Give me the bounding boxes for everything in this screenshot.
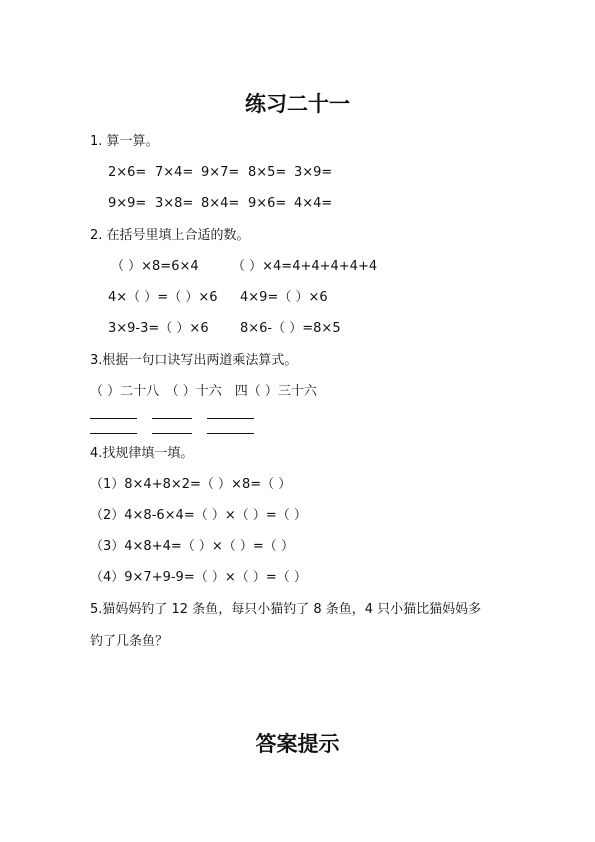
q2-item: （ ）×4=4+4+4+4+4 [232, 259, 378, 274]
q1-item: 4×4= [294, 196, 333, 211]
q2-item: 4×（ ）=（ ）×6 [108, 290, 218, 305]
q1-item: 3×9= [294, 165, 333, 180]
q1-item: 2×6= [108, 165, 147, 180]
q2-heading: 2. 在括号里填上合适的数。 [90, 228, 250, 243]
q1-item: 8×4= [201, 196, 240, 211]
q2-item: 8×6-（ ）=8×5 [240, 321, 341, 336]
q1-item: 8×5= [248, 165, 287, 180]
q5-line: 钓了几条鱼？ [90, 634, 169, 649]
q1-item: 7×4= [155, 165, 194, 180]
page-title: 练习二十一 [245, 92, 350, 116]
q1-item: 9×9= [108, 196, 147, 211]
q1-item: 3×8= [155, 196, 194, 211]
q4-item: （3）4×8+4=（ ）×（ ）=（ ） [90, 539, 294, 554]
q5-line: 5.猫妈妈钓了 12 条鱼，每只小猫钓了 8 条鱼，4 只小猫比猫妈妈多 [90, 602, 482, 617]
q4-item: （2）4×8-6×4=（ ）×（ ）=（ ） [90, 508, 307, 523]
answer-blank [207, 433, 254, 434]
answer-blank [90, 418, 137, 419]
q4-heading: 4.找规律填一填。 [90, 446, 194, 461]
q4-item: （1）8×4+8×2=（ ）×8=（ ） [90, 477, 292, 492]
q4-item: （4）9×7+9-9=（ ）×（ ）=（ ） [90, 570, 307, 585]
answer-title: 答案提示 [255, 732, 340, 756]
q1-item: 9×6= [248, 196, 287, 211]
q1-heading: 1. 算一算。 [90, 134, 159, 149]
answer-blank [207, 418, 254, 419]
q3-heading: 3.根据一句口诀写出两道乘法算式。 [90, 353, 298, 368]
answer-blank [152, 433, 192, 434]
answer-blank [152, 418, 192, 419]
q3-verse: （ ）二十八 （ ）十六 四（ ）三十六 [90, 384, 317, 399]
q2-item: 3×9-3=（ ）×6 [108, 321, 209, 336]
q2-item: 4×9=（ ）×6 [240, 290, 328, 305]
answer-blank [90, 433, 137, 434]
q2-item: （ ）×8=6×4 [111, 259, 199, 274]
q1-item: 9×7= [201, 165, 240, 180]
